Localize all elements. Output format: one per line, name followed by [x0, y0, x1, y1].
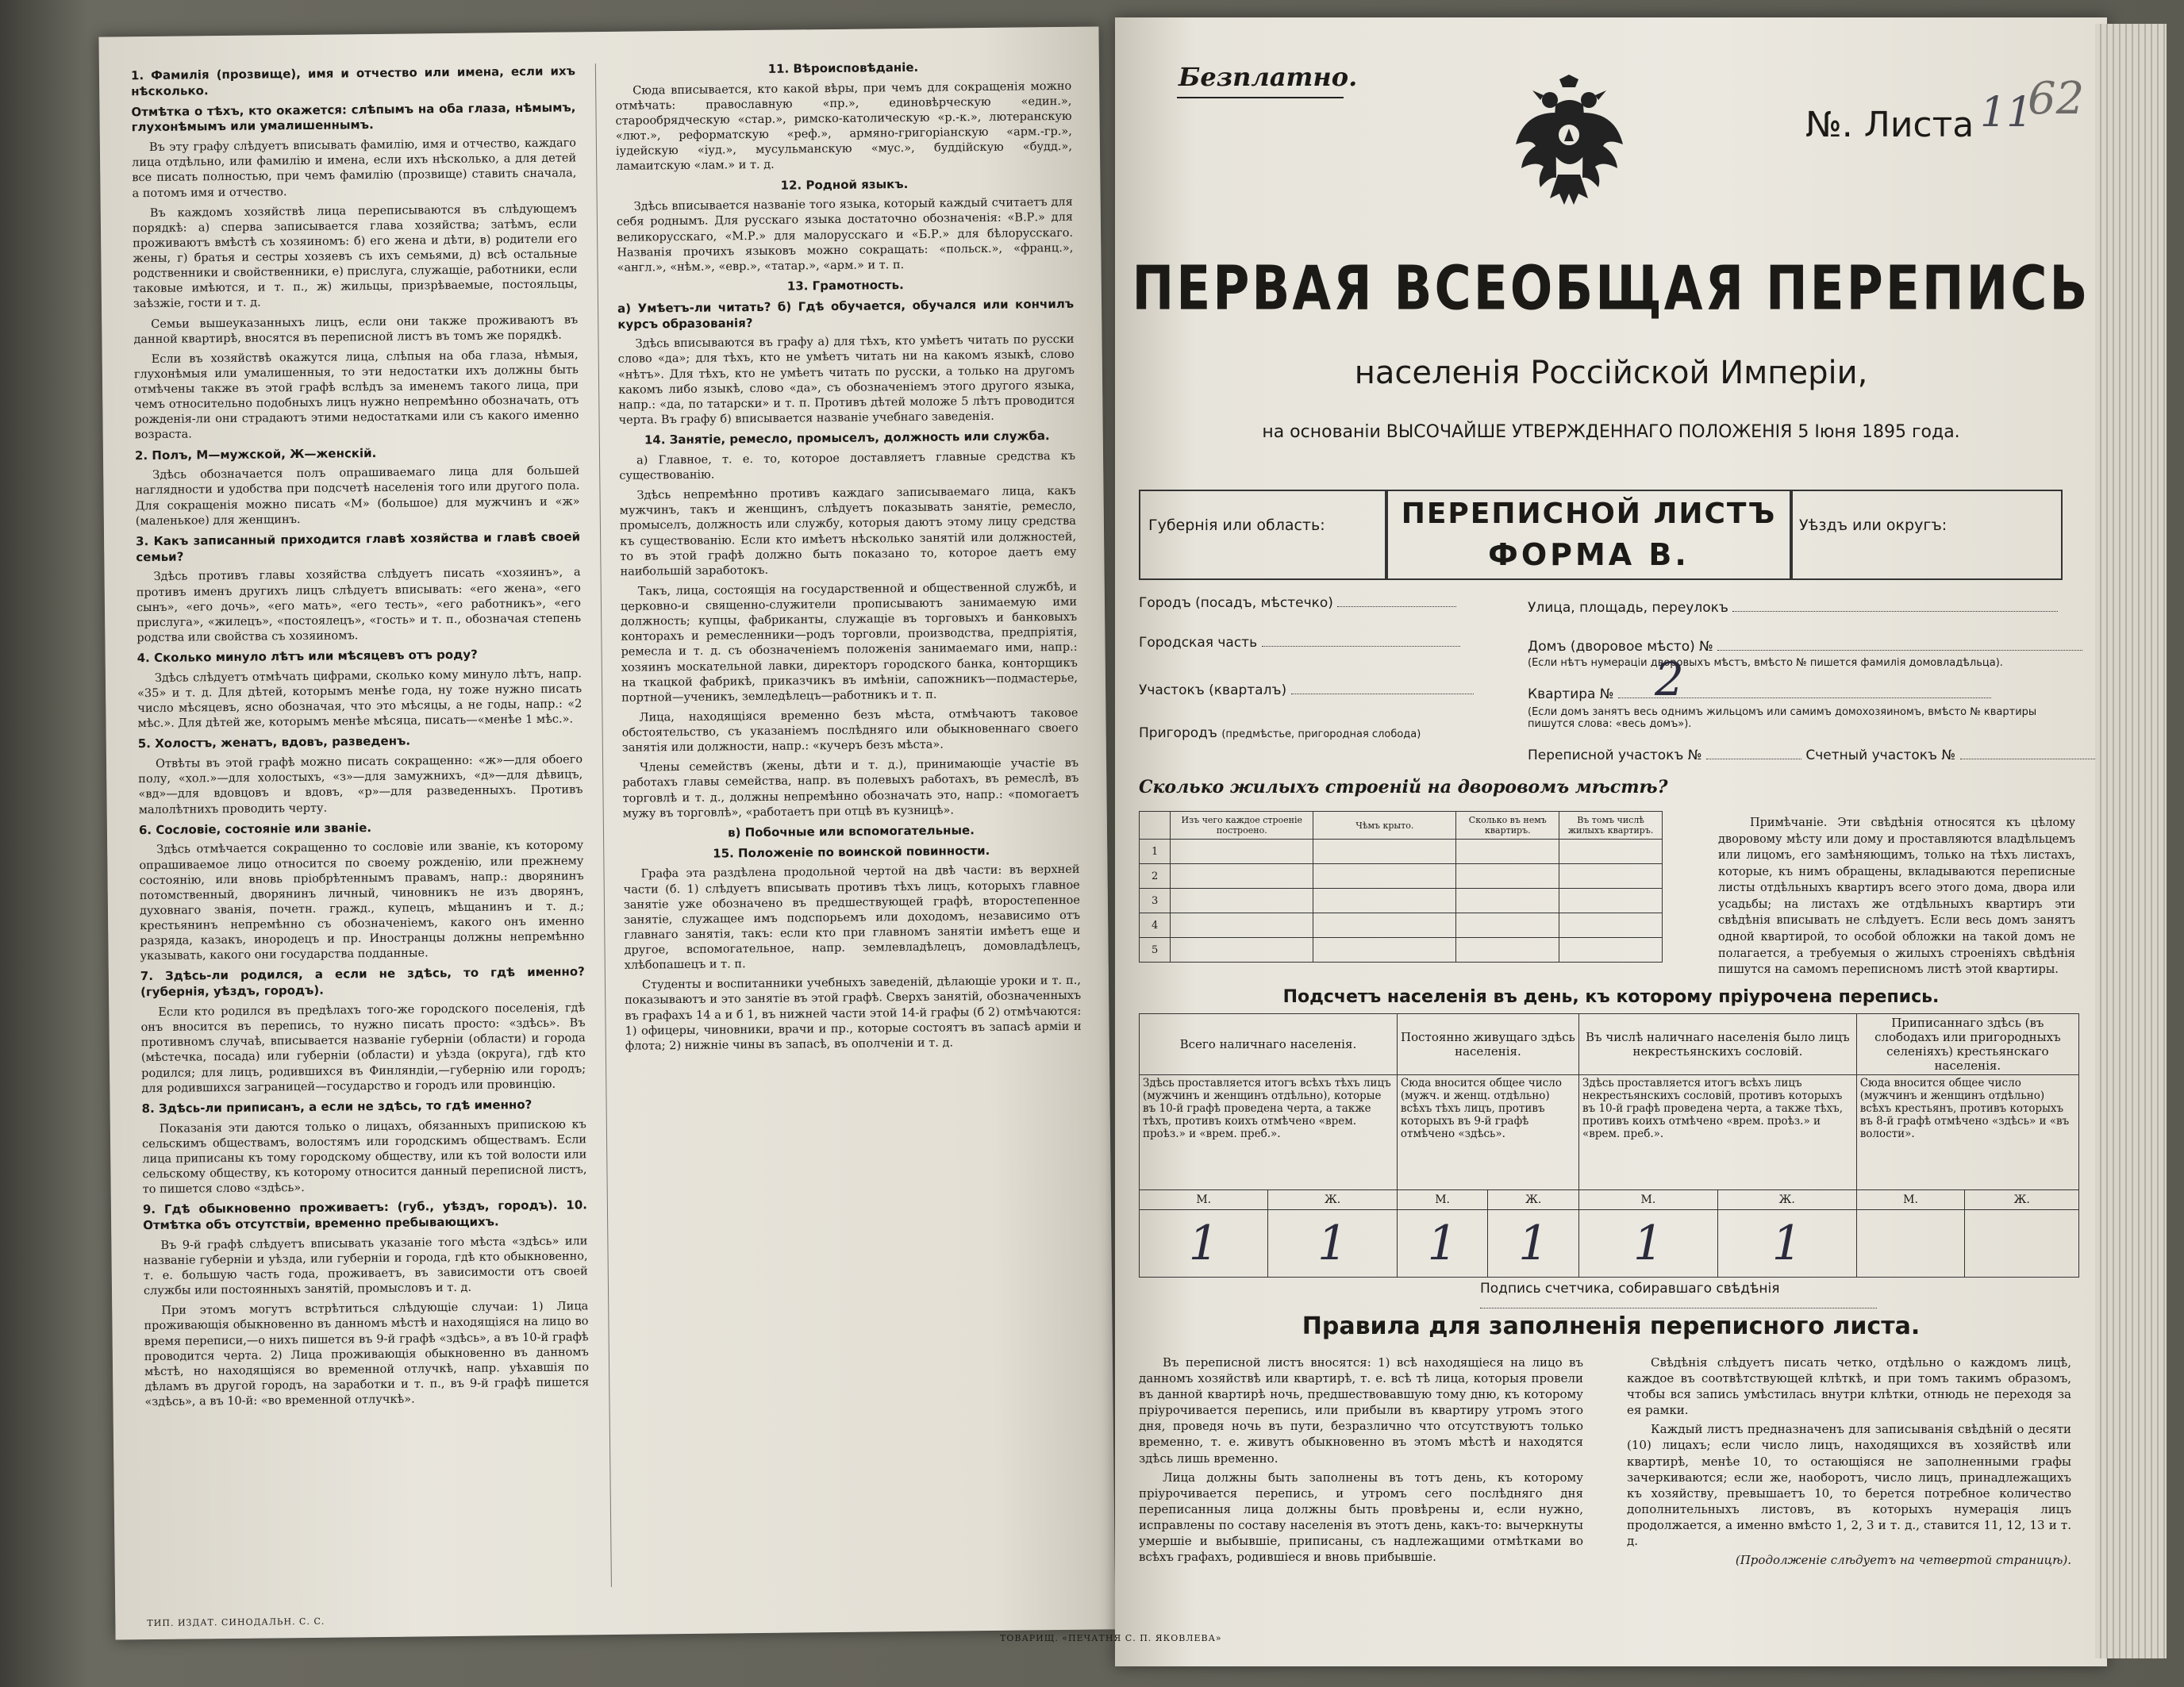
count-value-cell[interactable]: [1856, 1210, 1965, 1278]
instruction-paragraph: а) Главное, т. е. то, которое доставляетъ главные средства къ существованію.: [619, 449, 1076, 482]
street-label: Улица, площадь, переулокъ: [1528, 600, 1728, 616]
rules-column-1: [1139, 1355, 1583, 1568]
sex-header-cell: М.: [1397, 1190, 1488, 1210]
free-underline: [1177, 97, 1344, 98]
instructions-column-1: [131, 63, 591, 1608]
building-cell[interactable]: [1559, 840, 1663, 864]
instruction-paragraph: Въ каждомъ хозяйствѣ лица переписываются въ слѣдующемъ порядкѣ: а) сперва записывается глава хозяйства; затѣмъ, если проживаютъ вмѣстѣ съ хозяиномъ: б) его жена и дѣти, в) родители его жены, г) братья и сестры хозяевъ съ ихъ семьями, д) всѣ остальные родственники и свойственники, е) прислуга, служащіе, работники, если таковые имѣются, и т. п., ж) жильцы, призрѣваемые, постояльцы, заѣзжіе, гости и т. д.: [132, 202, 578, 311]
building-row-number: 2: [1140, 864, 1171, 889]
instruction-paragraph: Если кто родился въ предѣлахъ того-же городского поселенія, гдѣ онъ вносится въ перепись, то нужно писать просто: «здѣсь». Въ противномъ случаѣ, вписывается названіе губерніи (области) и города (мѣстечка, посада) или губерніи (области) и уѣзда (округа), гдѣ кто родился; для лицъ, родившихся въ Финляндіи,—губернію или городъ; для родившихся заграницей—государство и городъ или провинцію.: [140, 1001, 586, 1095]
instruction-heading: 13. Грамотность.: [786, 278, 904, 294]
instruction-heading: 12. Родной языкъ.: [780, 176, 909, 193]
building-row: [1140, 938, 1663, 963]
building-cell[interactable]: [1313, 938, 1456, 963]
instruction-paragraph: Здѣсь непремѣнно противъ каждаго записываемаго лица, какъ мужчинъ, такъ и женщинъ, слѣдуетъ показывать занятіе, ремесло, промыселъ, должность или службу, которыя даютъ этому лицу средства къ существованію. Если кто имѣетъ нѣсколько занятій или должностей, то въ этой графѣ должно быть показано то, которое даетъ ему наибольшій заработокъ.: [619, 484, 1077, 578]
sex-header-cell: М.: [1140, 1190, 1268, 1210]
sheet-title-box: [1385, 490, 1793, 580]
building-row-number: 3: [1140, 889, 1171, 913]
instruction-paragraph: Въ 9-й графѣ слѣдуетъ вписывать указаніе того мѣста «здѣсь» или названіе губерніи и уѣзда, или губерніи и города, гдѣ кто обыкновенно, т. е. большую часть года, проживаетъ, въ зависимости отъ своей службы или постоянныхъ занятій, промысловъ и т. д.: [143, 1235, 588, 1298]
population-count-table: [1139, 1013, 2079, 1278]
free-label: Безплатно.: [1179, 62, 1358, 92]
archive-pencil-number: 62: [2028, 73, 2085, 125]
peasant-header: Приписаннаго здѣсь (въ слободахъ или пригородныхъ селеніяхъ) крестьянскаго населенія.: [1856, 1014, 2078, 1075]
instruction-heading: 3. Какъ записанный приходится главѣ хозяйства и главѣ своей семьи?: [136, 529, 581, 564]
printer-imprint: ТИП. ИЗДАТ. СИНОДАЛЬН. С. С.: [147, 1616, 325, 1629]
count-value-cell[interactable]: 1: [1397, 1210, 1488, 1278]
instruction-paragraph: При этомъ могутъ встрѣтиться слѣдующіе случаи: 1) Лица проживающія обыкновенно въ данномъ мѣстѣ и находящіяся на лицо во время переписи,—о нихъ пишется въ 9-й графѣ «здѣсь», а въ 10-й графѣ проводится черта. 2) Лица проживающія обыкновенно въ данномъ мѣстѣ, но находящіяся во временной отлучкѣ, напр. уѣхавшія по дѣламъ въ другой городъ, на заработки и т. п., въ 9-й графѣ пишется «здѣсь», а въ 10-й: «во временной отлучкѣ».: [144, 1300, 590, 1409]
building-row: [1140, 840, 1663, 864]
building-cell[interactable]: [1313, 913, 1456, 938]
instruction-paragraph: Здѣсь противъ главы хозяйства слѣдуетъ писать «хозяинъ», а противъ именъ другихъ лицъ слѣдуетъ вписывать: «его жена», «его сынъ», «его дочь», «его мать», «его тесть», «его работникъ», «его прислуга», «жилецъ», «постоялецъ», «гость» и т. п., обозначая степень родства или свойства съ хозяиномъ.: [136, 566, 582, 645]
instruction-heading: 15. Положеніе по воинской повинности.: [713, 843, 990, 861]
count-value-cell[interactable]: 1: [1268, 1210, 1397, 1278]
rule-paragraph: Каждый листъ предназначенъ для записыванія свѣдѣній о десяти (10) лицахъ; если число лицъ, находящихся въ хозяйствѣ или квартирѣ, менѣе 10, то остающіяся не заполненными графы зачеркиваются; если же, наоборотъ, число лицъ, принадлежащихъ къ хозяйству, превышаетъ 10, то берется потребное количество дополнительныхъ листовъ, въ которыхъ нумерація лицъ продолжается, а именно вмѣсто 1, 2, 3 и т. д., ставится 11, 12, 13 и т. д.: [1627, 1422, 2071, 1549]
instruction-paragraph: Здѣсь отмѣчается сокращенно то сословіе или званіе, къ которому опрашиваемое лицо относится по своему рожденію, или прежнему состоянію, или вновь пріобрѣтеннымъ правамъ, напр.: дворянинъ потомственный, дворянинъ личный, чиновникъ не изъ дворянъ, духовнаго званія, почетн. гражд., купецъ, мѣщанинъ и т. д.; крестьянинъ непремѣнно съ обозначеніемъ, какого онъ именно разряда, казакъ, инородецъ и пр. Иностранцы должны непремѣнно указывать, какого они государства подданные.: [139, 839, 585, 963]
population-count-title: Подсчетъ населенія въ день, къ которому пріурочена перепись.: [1282, 987, 1940, 1007]
building-row-number: 4: [1140, 913, 1171, 938]
instruction-paragraph: Графа эта раздѣлена продольной чертой на двѣ части: въ верхней части (б. 1) слѣдуетъ вписывать противъ тѣхъ лицъ, которыхъ главное занятіе уже обозначено въ предшествующей графѣ, второстепенное занятіе, служащее имъ подспорьемъ или доходомъ, независимо отъ главнаго занятія, такъ: если кто при главномъ занятіи имѣетъ еще и другое, вспомогательное, напр. землевладѣлецъ, домовладѣлецъ, хлѣбопашецъ и т. п.: [623, 863, 1081, 972]
building-row: [1140, 913, 1663, 938]
buildings-question: Сколько жилыхъ строеній на дворовомъ мѣстѣ?: [1139, 777, 1668, 797]
instruction-heading: 4. Сколько минуло лѣтъ или мѣсяцевъ отъ роду?: [136, 647, 478, 666]
rules-column-2: [1627, 1355, 2071, 1571]
non-peasant-description: Здѣсь проставляется итогъ всѣхъ лицъ некрестьянскихъ сословій, противъ которыхъ въ 10-й графѣ проведена черта, а также тѣхъ, противъ коихъ отмѣчено «врем. проѣз.» и «врем. преб.».: [1578, 1075, 1856, 1190]
apartment-label: Квартира №: [1528, 686, 1614, 702]
instruction-paragraph: Здѣсь вписывается названіе того языка, который каждый считаетъ для себя роднымъ. Для русскаго языка достаточно обозначенія: «В.Р.» для великорусскаго, «М.Р.» для малорусскаго и «Б.Р.» для бѣлорусскаго. Названія прочихъ языковъ можно сокращать: «польск.», «франц.», «англ.», «нѣм.», «евр.», «татар.», «арм.» и т. п.: [616, 196, 1074, 275]
instruction-paragraph: Сюда вписывается, кто какой вѣры, при чемъ для сокращенія можно отмѣчать: православную «пр.», единовѣрческую «един.», старообрядческую «стар.», римско-католическую «р.-к.», лютеранскую «лют.», реформатскую «реф.», армяно-григоріанскую «арм.-гр.», іудейскую «іуд.», мусульманскую «мус.», буддійскую «будд.», ламаитскую «лам.» и т. д.: [615, 79, 1073, 174]
building-cell[interactable]: [1559, 938, 1663, 963]
instruction-heading: 6. Сословіе, состояніе или званіе.: [138, 820, 372, 837]
legal-basis: на основаніи ВЫСОЧАЙШЕ УТВЕРЖДЕННАГО ПОЛОЖЕНІЯ 5 Іюня 1895 года.: [1262, 422, 1960, 442]
buildings-apartments-header: Сколько въ немъ квартиръ.: [1456, 812, 1559, 840]
count-description-row: [1140, 1075, 2079, 1190]
house-label: Домъ (дворовое мѣсто) №: [1528, 639, 1713, 655]
building-cell[interactable]: [1559, 864, 1663, 889]
column-divider: [595, 63, 612, 1587]
building-cell[interactable]: [1171, 889, 1313, 913]
building-cell[interactable]: [1171, 913, 1313, 938]
building-cell[interactable]: [1456, 938, 1559, 963]
instructions-column-2: [615, 59, 1087, 1603]
instruction-paragraph: Члены семействъ (жены, дѣти и т. д.), принимающіе участіе въ работахъ главы семейства, напр. въ полевыхъ работахъ, въ ремеслѣ, въ торговлѣ и т. д., должны непремѣнно обозначать это, напр.: «помогаетъ мужу въ торговлѣ», «работаетъ при отцѣ въ кузницѣ».: [622, 757, 1079, 820]
count-header-row: [1140, 1014, 2079, 1075]
suburb-label: Пригородъ: [1139, 725, 1217, 741]
instruction-heading: в) Побочные или вспомогательные.: [728, 822, 975, 840]
district-label: Участокъ (кварталъ): [1139, 682, 1287, 698]
buildings-roof-header: Чѣмъ крыто.: [1313, 812, 1456, 840]
census-district-label: Переписной участокъ №: [1528, 747, 1702, 763]
instruction-paragraph: Студенты и воспитанники учебныхъ заведеній, дѣлающіе уроки и т. п., показываютъ и это занятіе въ этой графѣ. Сверхъ занятій, обозначенныхъ въ графахъ 14 а и б 1, въ нижней части этой 14-й графы (б 2) отмѣчаются: 1) офицеры, чиновники, врачи и пр., которые состоятъ въ запасѣ арміи и флота; 2) нижніе чины въ запасѣ, въ ополченіи и т. д.: [625, 974, 1082, 1053]
instruction-paragraph: Лица, находящіяся временно безъ мѣста, отмѣчаютъ таковое обстоятельство, съ указаніемъ послѣдняго или обыкновеннаго своего занятія или должности, напр.: «кучеръ безъ мѣста».: [621, 706, 1079, 755]
building-cell[interactable]: [1559, 913, 1663, 938]
apartment-note: (Если домъ занятъ весь однимъ жильцомъ или самимъ домохозяиномъ, вмѣсто № квартиры пишутся слова: «весь домъ»).: [1528, 706, 2037, 730]
count-value-cell[interactable]: 1: [1140, 1210, 1268, 1278]
enumerator-signature-field: [1480, 1281, 2107, 1312]
suburb-note: (предмѣстье, пригородная слобода): [1221, 728, 1421, 740]
instruction-heading: 11. Вѣроисповѣданіе.: [767, 60, 919, 76]
city-label: Городъ (посадъ, мѣстечко): [1139, 595, 1333, 611]
page-stack-edge: [2095, 24, 2167, 1658]
continued-note: (Продолженіе слѣдуетъ на четвертой страницѣ).: [1735, 1553, 2071, 1568]
building-row-number: 5: [1140, 938, 1171, 963]
buildings-material-header: Изъ чего каждое строеніе построено.: [1171, 812, 1313, 840]
apartment-number-handwritten: 2: [1655, 652, 1684, 706]
buildings-residential-header: Въ томъ числѣ жилыхъ квартиръ.: [1559, 812, 1663, 840]
present-population-header: Всего наличнаго населенія.: [1140, 1014, 1398, 1075]
building-cell[interactable]: [1559, 889, 1663, 913]
instruction-paragraph: Въ эту графу слѣдуетъ вписывать фамилію, имя и отчество, каждаго лица отдѣльно, или фамилію и имена, если ихъ нѣсколько, а для детей все писать полностью, при чемъ фамилію (прозвище) ставить сначала, а потомъ имя и отчество.: [132, 136, 577, 200]
house-note: (Если нѣтъ нумераціи дворовыхъ мѣстъ, вмѣсто № пишется фамилія домовладѣльца).: [1528, 657, 2003, 669]
building-cell[interactable]: [1456, 840, 1559, 864]
building-row: [1140, 864, 1663, 889]
census-form-page: [1115, 17, 2107, 1666]
sheet-title: ПЕРЕПИСНОЙ ЛИСТЪ: [1401, 498, 1777, 530]
instruction-paragraph: Отвѣты въ этой графѣ можно писать сокращенно: «ж»—для обоего полу, «хол.»—для холостыхъ, «з»—для замужнихъ, «д»—для дѣвицъ, «вд»—для вдовцовъ и вдовъ, «р»—для разведенныхъ. Противъ малолѣтнихъ проводить черту.: [138, 753, 583, 817]
sex-header-row: [1140, 1190, 2079, 1210]
building-cell[interactable]: [1171, 938, 1313, 963]
instruction-heading: 2. Полъ, М—мужской, Ж—женскій.: [134, 445, 377, 463]
count-value-cell[interactable]: 1: [1578, 1210, 1717, 1278]
apartment-field: [1528, 686, 1991, 702]
rule-paragraph: Свѣдѣнія слѣдуетъ писать четко, отдѣльно о каждомъ лицѣ, каждое въ соотвѣтствующей клѣткѣ, и при томъ такимъ образомъ, чтобы вся запись умѣстилась внутри клѣтки, отнюдь не переходя за ея рамки.: [1627, 1355, 2071, 1418]
form-type: ФОРМА В.: [1488, 537, 1690, 572]
district-field: [1139, 682, 1474, 698]
count-value-cell[interactable]: 1: [1717, 1210, 1856, 1278]
sex-header-cell: Ж.: [1268, 1190, 1397, 1210]
city-part-label: Городская часть: [1139, 635, 1258, 651]
buildings-note: Примѣчаніе. Эти свѣдѣнія относятся къ цѣлому дворовому мѣсту или дому и проставляются владѣльцемъ или лицомъ, его замѣняющимъ, только на тѣхъ листахъ, которые, къ нимъ обращены, вкладываются переписные листы отдѣльныхъ квартиръ всего этого дома, двора или усадьбы; на листахъ же отдѣльныхъ квартиръ эти свѣдѣнія вписывать не слѣдуетъ. Если весь домъ занятъ одной квартирой, то особой обложки на такой домъ не полагается, а требуемыя о жилыхъ строеніяхъ свѣдѣнія пишутся на самомъ переписномъ листѣ этой квартиры.: [1718, 817, 2075, 977]
building-cell[interactable]: [1456, 913, 1559, 938]
uezd-label: Уѣздъ или округъ:: [1799, 517, 1948, 534]
double-headed-eagle-emblem: [1512, 73, 1627, 208]
suburb-field: [1139, 725, 1421, 741]
instruction-heading: 7. Здѣсь-ли родился, а если не здѣсь, то гдѣ именно? (губернія, уѣздъ, городъ).: [140, 964, 585, 1000]
sex-header-cell: Ж.: [1488, 1190, 1579, 1210]
present-population-description: Здѣсь проставляется итогъ всѣхъ тѣхъ лицъ (мужчинъ и женщинъ отдѣльно), которые въ 10-й графѣ проведена черта, а также тѣхъ, противъ коихъ отмѣчено «врем. проѣз.» и «врем. преб.».: [1140, 1075, 1398, 1190]
sex-header-cell: Ж.: [1717, 1190, 1856, 1210]
left-page: [98, 26, 1115, 1639]
building-cell[interactable]: [1313, 840, 1456, 864]
signature-label: Подпись счетчика, собиравшаго свѣдѣнія: [1480, 1281, 1780, 1297]
house-field: [1528, 639, 2082, 655]
building-row-number: 1: [1140, 840, 1171, 864]
instruction-paragraph: Если въ хозяйствѣ окажутся лица, слѣпыя на оба глаза, нѣмыя, глухонѣмыя или умалишенныя, то эти недостатки ихъ должны быть отмѣчены также въ этой графѣ вслѣдъ за именемъ такого лица, при чемъ относительно подобныхъ лицъ нужно непремѣнно обозначать, отъ рожденія-ли они страдаютъ этими недостатками или съ какого именно возраста.: [133, 348, 579, 442]
form-title: ПЕРВАЯ ВСЕОБЩАЯ ПЕРЕПИСЬ: [1132, 252, 2090, 325]
instruction-heading: 1. Фамилія (прозвище), имя и отчество или имена, если ихъ нѣсколько.: [130, 63, 576, 99]
street-field: [1528, 600, 2058, 616]
building-cell[interactable]: [1456, 864, 1559, 889]
instruction-paragraph: Такъ, лица, состоящія на государственной и общественной службѣ, и церковно-и священно-служители прописываютъ занимаемую ими должность; купцы, фабриканты, служащіе въ торговыхъ и банковыхъ конторахъ и ремесленники—родъ торговли, производства, предпріятія, ремесла и т. д. съ обозначеніемъ положенія занимаемаго ими, напр.: хозяинъ москательной лавки, директоръ городского банка, конторщикъ на ткацкой фабрикѣ, приказчикъ въ имѣніи, сапожникъ—подмастерье, портной—ученикъ, земледѣлецъ—работникъ и т. п.: [620, 580, 1079, 705]
form-subtitle: населенія Россійской Имперіи,: [1354, 355, 1868, 391]
instruction-heading: 9. Гдѣ обыкновенно проживаетъ: (губ., уѣздъ, городъ). 10. Отмѣтка объ отсутствіи, временно пребывающихъ.: [142, 1197, 587, 1233]
non-peasant-header: Въ числѣ наличнаго населенія было лицъ некрестьянскихъ сословій.: [1578, 1014, 1856, 1075]
buildings-header-row: [1140, 812, 1663, 840]
building-cell[interactable]: [1313, 864, 1456, 889]
rule-paragraph: Лица должны быть заполнены въ тотъ день, къ которому пріурочивается перепись, и утромъ сего послѣдняго дня переписанныя лица должны быть провѣрены и, если нужно, исправлены по составу населенія въ этотъ день, какъ-то: вычеркнуты умершіе и выбывшіе, приписаны, съ надлежащими отмѣтками во всѣхъ графахъ, родившіеся и вновь прибывшіе.: [1139, 1470, 1583, 1565]
sex-header-cell: М.: [1856, 1190, 1965, 1210]
instruction-heading: 14. Занятіе, ремесло, промыселъ, должность или служба.: [644, 428, 1050, 448]
sheet-number-label: №. Листа: [1805, 105, 1974, 145]
instruction-heading: Отмѣтка о тѣхъ, кто окажется: слѣпымъ на оба глаза, нѣмымъ, глухонѣмымъ или умалишеннымъ.: [131, 99, 576, 135]
building-cell[interactable]: [1456, 889, 1559, 913]
gubernia-label: Губернія или область:: [1148, 517, 1325, 534]
city-field: [1139, 595, 1456, 611]
instruction-heading: 5. Холостъ, женатъ, вдовъ, разведенъ.: [137, 733, 411, 751]
building-cell[interactable]: [1171, 864, 1313, 889]
peasant-description: Сюда вносится общее число (мужчинъ и женщинъ отдѣльно) всѣхъ крестьянъ, противъ которыхъ въ 8-й графѣ отмѣчено «здѣсь» и «въ волости».: [1856, 1075, 2078, 1190]
building-cell[interactable]: [1171, 840, 1313, 864]
rule-paragraph: Въ переписной листъ вносятся: 1) всѣ находящіеся на лицо въ данномъ хозяйствѣ или квартирѣ, т. е. всѣ тѣ лица, которыя провели въ данной квартирѣ ночь, предшествовавшую тому дню, къ которому пріурочивается перепись, или прибыли въ квартиру утромъ этого дня, проведя ночь въ пути, безразлично что отсутствуютъ только временно, т. е. живутъ обыкновенно въ этомъ мѣстѣ и находятся здѣсь лишь временно.: [1139, 1355, 1583, 1466]
permanent-population-header: Постоянно живущаго здѣсь населенія.: [1397, 1014, 1578, 1075]
right-printer-imprint: ТОВАРИЩ. «ПЕЧАТНЯ С. П. ЯКОВЛЕВА»: [1000, 1633, 1222, 1643]
rules-title: Правила для заполненія переписного листа.: [1302, 1312, 1921, 1340]
count-value-cell[interactable]: 1: [1488, 1210, 1579, 1278]
permanent-population-description: Сюда вносится общее число (мужч. и женщ. отдѣльно) всѣхъ тѣхъ лицъ, противъ которыхъ въ 9-й графѣ отмѣчено «здѣсь».: [1397, 1075, 1578, 1190]
counting-district-label: Счетный участокъ №: [1805, 747, 1956, 763]
instruction-paragraph: Здѣсь слѣдуетъ отмѣчать цифрами, сколько кому минуло лѣтъ, напр. «35» и т. д. Для дѣтей, которымъ менѣе года, ну тоже нужно писать число мѣсяцевъ, ясно обозначая, что это мѣсяцы, а не годы, напр.: «2 мѣс.». Для дѣтей же, которымъ менѣе мѣсяца, писать—«менѣе 1 мѣс.».: [137, 667, 583, 731]
building-row: [1140, 889, 1663, 913]
city-part-field: [1139, 635, 1460, 651]
count-value-cell[interactable]: [1965, 1210, 2079, 1278]
instruction-heading: а) Умѣетъ-ли читать? б) Гдѣ обучается, обучался или кончилъ курсъ образованія?: [617, 296, 1075, 332]
census-district-field: [1528, 747, 2103, 763]
instruction-paragraph: Здѣсь обозначается полъ опрашиваемаго лица для большей наглядности и удобства при подсчетѣ населенія того или другого пола. Для сокращенія можно писать «М» (большое) для мужчинъ и «ж» (маленькое) для женщинъ.: [135, 464, 580, 528]
buildings-no-header: [1140, 812, 1171, 840]
uezd-box: [1790, 490, 2063, 580]
sex-header-cell: Ж.: [1965, 1190, 2079, 1210]
instruction-heading: 8. Здѣсь-ли приписанъ, а если не здѣсь, то гдѣ именно?: [141, 1097, 533, 1116]
instruction-paragraph: Показанія эти даются только о лицахъ, обязанныхъ припискою къ сельскимъ обществамъ, волостямъ или городскимъ обществамъ. Если лица приписаны къ тому городскому обществу, или къ той волости или сельскому обществу, къ которому относится данный переписной листъ, то пишется слово «здѣсь».: [141, 1117, 587, 1197]
buildings-table: [1139, 811, 1663, 963]
gubernia-box: [1139, 490, 1388, 580]
count-values-row: [1140, 1210, 2079, 1278]
instruction-paragraph: Семьи вышеуказанныхъ лицъ, если они также проживаютъ въ данной квартирѣ, вносятся въ переписной листъ въ томъ же порядкѣ.: [133, 313, 579, 346]
building-cell[interactable]: [1313, 889, 1456, 913]
sheet-number-handwritten: 11: [1980, 89, 2033, 136]
instruction-paragraph: Здѣсь вписываются въ графу а) для тѣхъ, кто умѣетъ читать по русски слово «да»; для тѣхъ, кто не умѣетъ читать ни на какомъ языкѣ, слово «нѣтъ». Для тѣхъ, кто не умѣетъ читать по русски, а только на другомъ какомъ либо языкѣ, слово «да», съ обозначеніемъ этого другого языка, напр.: «да, по татарски» и т. п. Противъ дѣтей моложе 5 лѣтъ проводится черта. Въ графу б) вписывается названіе учебнаго заведенія.: [617, 333, 1075, 427]
sex-header-cell: М.: [1578, 1190, 1717, 1210]
